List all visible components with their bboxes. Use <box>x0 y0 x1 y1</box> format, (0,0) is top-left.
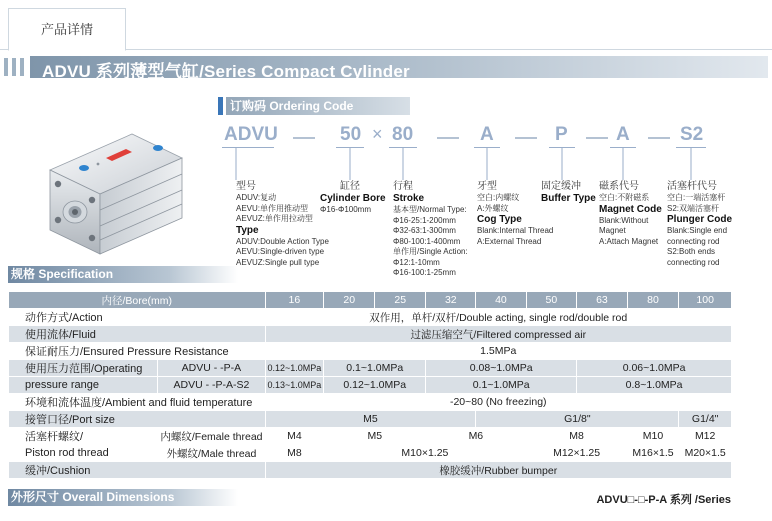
operating-s2-32-50: 0.1~1.0MPa <box>426 377 577 394</box>
fluid-label: 使用流体/Fluid <box>9 326 266 343</box>
specification-heading: 规格 Specification <box>8 266 238 283</box>
code-buffer: P <box>555 124 568 145</box>
bore-80: 80 <box>627 292 679 309</box>
operating-a-20-25: 0.1~1.0MPa <box>324 360 426 377</box>
operating-s2-20-25: 0.12~1.0MPa <box>324 377 426 394</box>
operating-s2-63-100: 0.8~1.0MPa <box>577 377 732 394</box>
type-description: 型号 ADUV:复动 AEVU:单作用推动型 AEVUZ:单作用拉动型 Type ADUV:Double Action Type AEVU:Single-driven type AEVUZ:Single pull type <box>236 181 329 267</box>
female-thread-label: 内螺纹/Female thread <box>158 428 265 445</box>
table-row <box>9 343 732 360</box>
bore-header: 内径/Bore(mm) <box>9 292 266 309</box>
table-row <box>9 394 732 411</box>
code-stroke: 80 <box>392 124 414 145</box>
female-16: M4 <box>265 428 324 445</box>
female-80: M10 <box>627 428 679 445</box>
bore-50: 50 <box>526 292 577 309</box>
bore-20: 20 <box>324 292 375 309</box>
operating-a-63-100: 0.06~1.0MPa <box>577 360 732 377</box>
code-connectors <box>0 0 772 200</box>
port-m5: M5 <box>265 411 476 428</box>
female-32-40: M6 <box>426 428 526 445</box>
piston-rod-label-2: Piston rod thread <box>9 445 158 462</box>
male-100: M20×1.5 <box>679 445 732 462</box>
code-times: × <box>372 124 383 144</box>
code-model: ADVU <box>224 124 278 145</box>
code-plunger: S2 <box>680 124 704 145</box>
table-row <box>9 377 732 394</box>
bore-63: 63 <box>577 292 628 309</box>
action-label: 动作方式/Action <box>9 309 266 326</box>
page-title: ADVU 系列薄型气缸/Series Compact Cylinder <box>42 62 410 81</box>
dimensions-heading: 外形尺寸 Overall Dimensions <box>8 489 238 506</box>
operating-pressure-label-1: 使用压力范围/Operating <box>9 360 158 377</box>
plunger-description: 活塞杆代号 空白:一端活塞杆 S2:双端活塞杆 Plunger Code Blank:Single end connecting rod S2:Both ends connecting rod <box>667 181 733 267</box>
temperature-label: 环境和流体温度/Ambient and fluid temperature <box>9 394 266 411</box>
stroke-description: 行程 Stroke 基本型/Normal Type: Φ16-25:1-200mm Φ32-63:1-300mm Φ80-100:1-400mm 单作用/Single Action: Φ12:1-10mm Φ16-100:1-25mm <box>393 181 468 277</box>
bore-32: 32 <box>426 292 476 309</box>
operating-s2-label: ADVU - -P-A-S2 <box>158 377 265 394</box>
male-50-63: M12×1.25 <box>526 445 627 462</box>
table-row <box>9 462 732 479</box>
port-g14: G1/4" <box>679 411 732 428</box>
table-row <box>9 428 732 445</box>
cushion-label: 缓冲/Cushion <box>9 462 266 479</box>
male-thread-label: 外螺纹/Male thread <box>158 445 265 462</box>
table-row <box>9 326 732 343</box>
cog-description: 牙型 空白:内螺纹 A:外螺纹 Cog Type Blank:Internal Thread A:External Thread <box>477 181 554 246</box>
male-80: M16×1.5 <box>627 445 679 462</box>
operating-a-32-50: 0.08~1.0MPa <box>426 360 577 377</box>
female-100: M12 <box>679 428 732 445</box>
code-cog: A <box>480 124 494 145</box>
port-size-label: 接管口径/Port size <box>9 411 266 428</box>
bore-25: 25 <box>375 292 426 309</box>
fluid-value: 过滤压缩空气/Filtered compressed air <box>265 326 732 343</box>
ensured-pressure-label: 保证耐压力/Ensured Pressure Resistance <box>9 343 266 360</box>
code-bore: 50 <box>340 124 362 145</box>
code-magnet: A <box>616 124 630 145</box>
port-g18: G1/8" <box>476 411 679 428</box>
female-50-63: M8 <box>526 428 627 445</box>
male-20-40: M10×1.25 <box>324 445 526 462</box>
bore-100: 100 <box>679 292 732 309</box>
bore-16: 16 <box>265 292 324 309</box>
bore-40: 40 <box>476 292 526 309</box>
table-row <box>9 445 732 462</box>
table-row <box>9 360 732 377</box>
buffer-description: 固定缓冲 Buffer Type <box>541 181 596 204</box>
table-row <box>9 411 732 428</box>
magnet-description: 磁系代号 空白:不附磁系 Magnet Code Blank:Without Magnet A:Attach Magnet <box>599 181 662 246</box>
piston-rod-label-1: 活塞杆螺纹/ <box>9 428 158 445</box>
operating-pressure-label-2: pressure range <box>9 377 158 394</box>
ensured-pressure-value: 1.5MPa <box>265 343 732 360</box>
temperature-value: -20~80 (No freezing) <box>265 394 732 411</box>
bore-description: 缸径 Cylinder Bore Φ16-Φ100mm <box>320 181 386 214</box>
table-row <box>9 309 732 326</box>
table-row <box>9 292 732 309</box>
cushion-value: 橡胶缓冲/Rubber bumper <box>265 462 732 479</box>
operating-a-16: 0.12~1.0MPa <box>265 360 324 377</box>
operating-a-label: ADVU - -P-A <box>158 360 265 377</box>
male-16: M8 <box>265 445 324 462</box>
action-value: 双作用，单杆/双杆/Double acting, single rod/double rod <box>265 309 732 326</box>
series-label: ADVU□-□-P-A 系列 /Series <box>596 494 731 506</box>
tab-product-details[interactable]: 产品详情 <box>8 8 126 51</box>
specification-table <box>8 291 732 479</box>
operating-s2-16: 0.13~1.0MPa <box>265 377 324 394</box>
female-20-25: M5 <box>324 428 426 445</box>
